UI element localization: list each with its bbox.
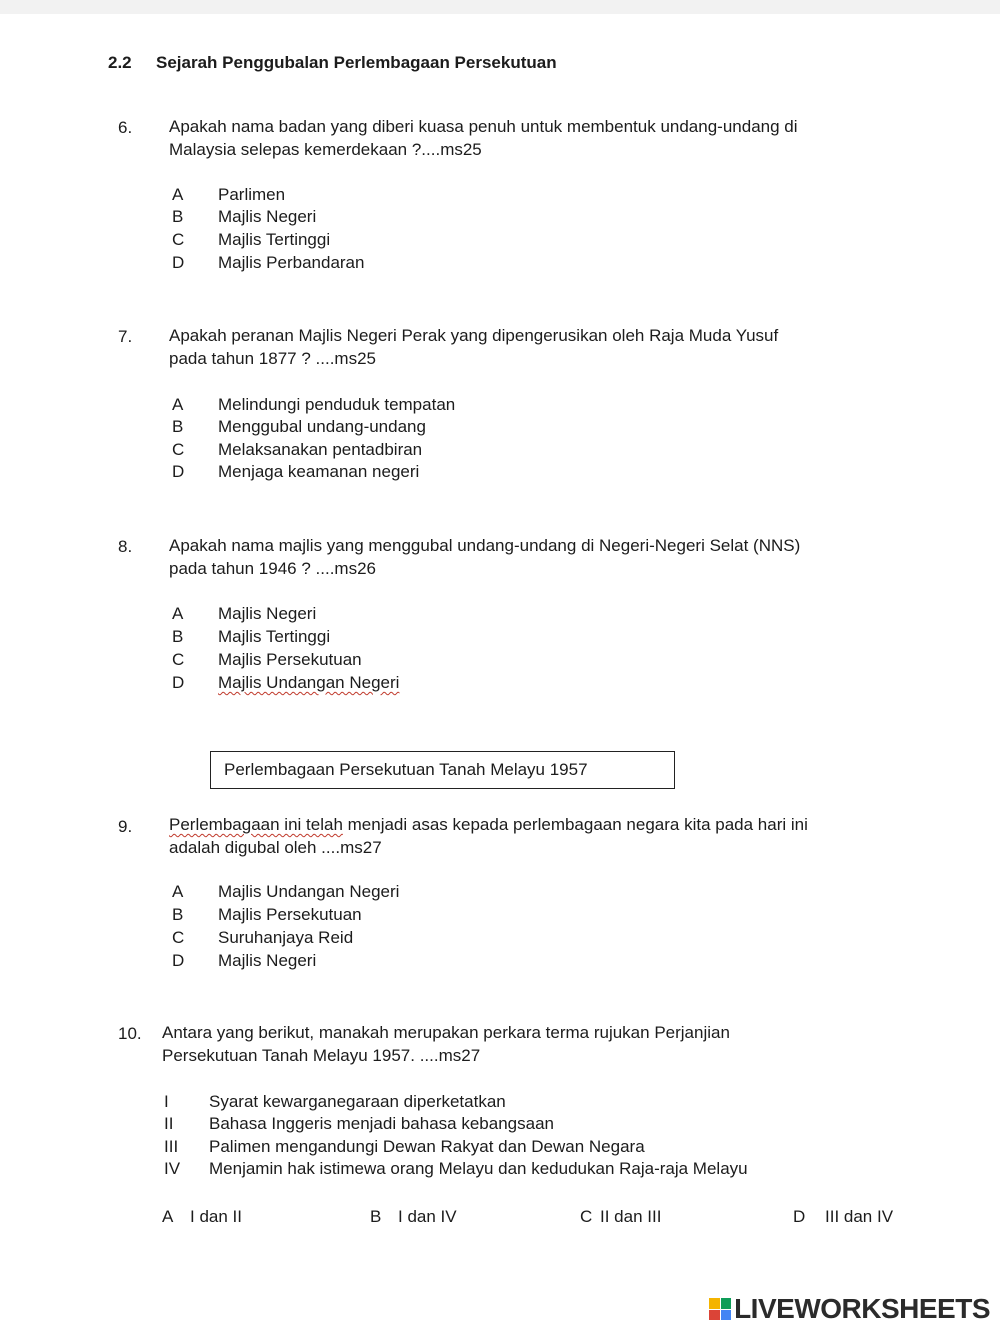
question-10-option-c[interactable]: C II dan III — [580, 1207, 662, 1226]
question-7-number: 7. — [118, 327, 133, 346]
question-10-number: 10. — [118, 1024, 142, 1043]
question-10-option-b[interactable]: B I dan IV — [370, 1207, 457, 1226]
question-8-number: 8. — [118, 537, 133, 556]
question-6-option-b[interactable]: B Majlis Negeri — [172, 207, 317, 226]
question-6-line1: Apakah nama badan yang diberi kuasa penuh untuk membentuk undang-undang di — [169, 117, 798, 136]
statement-i: I Syarat kewarganegaraan diperketatkan — [164, 1092, 506, 1111]
section-heading — [108, 53, 557, 73]
question-9-option-b[interactable]: B Majlis Persekutuan — [172, 905, 362, 924]
page-top-edge — [0, 0, 1000, 14]
question-8-option-c[interactable]: C Majlis Persekutuan — [172, 650, 362, 669]
question-7-text — [169, 324, 929, 370]
question-8-option-b[interactable]: B Majlis Tertinggi — [172, 627, 331, 646]
question-6-text — [169, 115, 929, 161]
question-9-option-d[interactable]: D Majlis Negeri — [172, 951, 317, 970]
question-7-line2: pada tahun 1877 ? ....ms25 — [169, 349, 376, 368]
section-title: Sejarah Penggubalan Perlembagaan Persekutuan — [156, 53, 557, 72]
liveworksheets-logo[interactable] — [709, 1294, 990, 1324]
question-6-line2: Malaysia selepas kemerdekaan ?....ms25 — [169, 140, 482, 159]
question-9-option-c[interactable]: C Suruhanjaya Reid — [172, 928, 354, 947]
logo-square — [709, 1298, 720, 1309]
logo-square — [721, 1310, 732, 1321]
constitution-title-box: Perlembagaan Persekutuan Tanah Melayu 1957 — [210, 751, 675, 789]
question-9-option-a[interactable]: A Majlis Undangan Negeri — [172, 882, 400, 901]
question-8-option-a[interactable]: A Majlis Negeri — [172, 604, 317, 623]
liveworksheets-logo-icon — [709, 1298, 731, 1320]
statement-ii: II Bahasa Inggeris menjadi bahasa kebangsaan — [164, 1114, 554, 1133]
question-8-line1: Apakah nama majlis yang menggubal undang-undang di Negeri-Negeri Selat (NNS) — [169, 536, 801, 555]
question-8-text — [169, 534, 959, 580]
logo-square — [709, 1310, 720, 1321]
question-9-marked-phrase: Perlembagaan ini telah — [169, 815, 343, 834]
question-6-number: 6. — [118, 118, 133, 137]
question-8-option-d[interactable]: D Majlis Undangan Negeri — [172, 673, 400, 692]
question-9-line1-rest: menjadi asas kepada perlembagaan negara kita pada hari ini — [342, 815, 808, 834]
question-6-option-c[interactable]: C Majlis Tertinggi — [172, 230, 331, 249]
statement-iv: IV Menjamin hak istimewa orang Melayu dan kedudukan Raja-raja Melayu — [164, 1159, 748, 1178]
question-7-option-c[interactable]: C Melaksanakan pentadbiran — [172, 440, 423, 459]
logo-text: LIVEWORKSHEETS — [734, 1293, 990, 1324]
question-8-line2: pada tahun 1946 ? ....ms26 — [169, 559, 376, 578]
question-9-line1 — [169, 813, 959, 836]
question-10-text — [162, 1021, 922, 1067]
section-number: 2.2 — [108, 53, 132, 72]
question-10-line1: Antara yang berikut, manakah merupakan perkara terma rujukan Perjanjian — [162, 1023, 730, 1042]
question-9-line2: adalah digubal oleh ....ms27 — [169, 838, 382, 857]
question-9-text — [169, 813, 959, 859]
question-7-option-d[interactable]: D Menjaga keamanan negeri — [172, 462, 420, 481]
question-10-option-a[interactable]: A I dan II — [162, 1207, 242, 1226]
question-6-option-a[interactable]: A Parlimen — [172, 185, 286, 204]
question-7-option-a[interactable]: A Melindungi penduduk tempatan — [172, 395, 456, 414]
question-9-number: 9. — [118, 817, 133, 836]
logo-square — [721, 1298, 732, 1309]
question-10-option-d[interactable]: D III dan IV — [793, 1207, 894, 1226]
question-7-option-b[interactable]: B Menggubal undang-undang — [172, 417, 426, 436]
question-7-line1: Apakah peranan Majlis Negeri Perak yang dipengerusikan oleh Raja Muda Yusuf — [169, 326, 779, 345]
question-10-line2: Persekutuan Tanah Melayu 1957. ....ms27 — [162, 1046, 481, 1065]
statement-iii: III Palimen mengandungi Dewan Rakyat dan Dewan Negara — [164, 1137, 645, 1156]
question-6-option-d[interactable]: D Majlis Perbandaran — [172, 253, 365, 272]
